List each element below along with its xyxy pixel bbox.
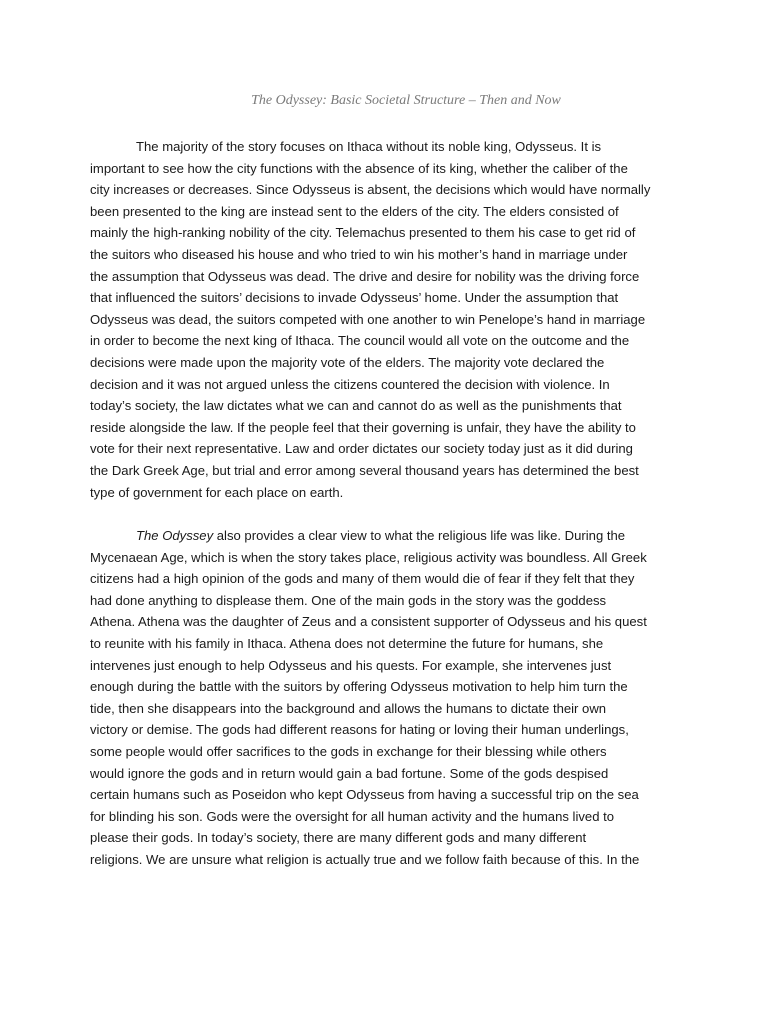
text-line: mainly the high-ranking nobility of the city. Telemachus presented to them his case to get rid of — [90, 225, 636, 241]
text-line: Athena. Athena was the daughter of Zeus and a consistent supporter of Odysseus and his quest — [90, 614, 647, 630]
text-line: intervenes just enough to help Odysseus and his quests. For example, she intervenes just — [90, 657, 612, 673]
text-line-rest: also provides a clear view to what the religious life was like. During the — [213, 528, 626, 543]
text-line: that influenced the suitors’ decisions to invade Odysseus’ home. Under the assumption that — [90, 290, 619, 306]
text-line: been presented to the king are instead sent to the elders of the city. The elders consisted of — [90, 203, 619, 219]
text-line: decisions were made upon the majority vote of the elders. The majority vote declared the — [90, 354, 605, 370]
text-line: the Dark Greek Age, but trial and error among several thousand years has determined the best — [90, 462, 639, 478]
document-title: The Odyssey: Basic Societal Structure – Then and Now — [251, 93, 561, 108]
text-line: the assumption that Odysseus was dead. The drive and desire for nobility was the driving force — [90, 268, 640, 284]
text-line: victory or demise. The gods had different reasons for hating or loving their human underlings, — [90, 722, 629, 738]
text-line: today’s society, the law dictates what we can and cannot do as well as the punishments that — [90, 398, 622, 414]
text-line: tide, then she disappears into the background and allows the humans to dictate their own — [90, 700, 607, 716]
paragraph-religion — [90, 525, 688, 871]
text-line: had done anything to displease them. One of the main gods in the story was the goddess — [90, 592, 607, 608]
work-title: The Odyssey — [136, 528, 214, 543]
text-line: the suitors who diseased his house and who tried to win his mother’s hand in marriage under — [90, 246, 628, 262]
text-line: religions. We are unsure what religion is actually true and we follow faith because of this. In the — [90, 851, 640, 867]
text-line: enough during the battle with the suitors by offering Odysseus motivation to help him turn the — [90, 679, 628, 695]
text-line: important to see how the city functions with the absence of its king, whether the caliber of the — [90, 160, 628, 176]
text-line: for blinding his son. Gods were the oversight for all human activity and the humans lived to — [90, 808, 615, 824]
text-line: vote for their next representative. Law and order dictates our society today just as it did during — [90, 441, 633, 457]
text-line: certain humans such as Poseidon who kept Odysseus from having a successful trip on the sea — [90, 787, 639, 803]
paragraph-governance — [90, 136, 688, 503]
text-line: Odysseus was dead, the suitors competed with one another to win Penelope’s hand in marriage — [90, 311, 646, 327]
text-line: to reunite with his family in Ithaca. Athena does not determine the future for humans, she — [90, 635, 604, 651]
text-line: in order to become the next king of Ithaca. The council would all vote on the outcome and the — [90, 333, 630, 349]
text-line: The majority of the story focuses on Ithaca without its noble king, Odysseus. It is — [136, 139, 602, 154]
text-line — [90, 525, 688, 547]
text-line: decision and it was not argued unless the citizens countered the decision with violence. In — [90, 376, 610, 392]
text-line: Mycenaean Age, which is when the story takes place, religious activity was boundless. All Greek — [90, 549, 647, 565]
text-line: type of government for each place on earth. — [90, 484, 344, 500]
text-line: please their gods. In today’s society, there are many different gods and many different — [90, 830, 587, 846]
text-line: would ignore the gods and in return would gain a bad fortune. Some of the gods despised — [90, 765, 609, 781]
text-line: some people would offer sacrifices to the gods in exchange for their blessing while others — [90, 743, 607, 759]
text-line: city increases or decreases. Since Odysseus is absent, the decisions which would have normally — [90, 182, 651, 198]
text-line: reside alongside the law. If the people feel that their governing is unfair, they have the ability to — [90, 419, 636, 435]
text-line: citizens had a high opinion of the gods and many of them would die of fear if they felt that they — [90, 571, 635, 587]
